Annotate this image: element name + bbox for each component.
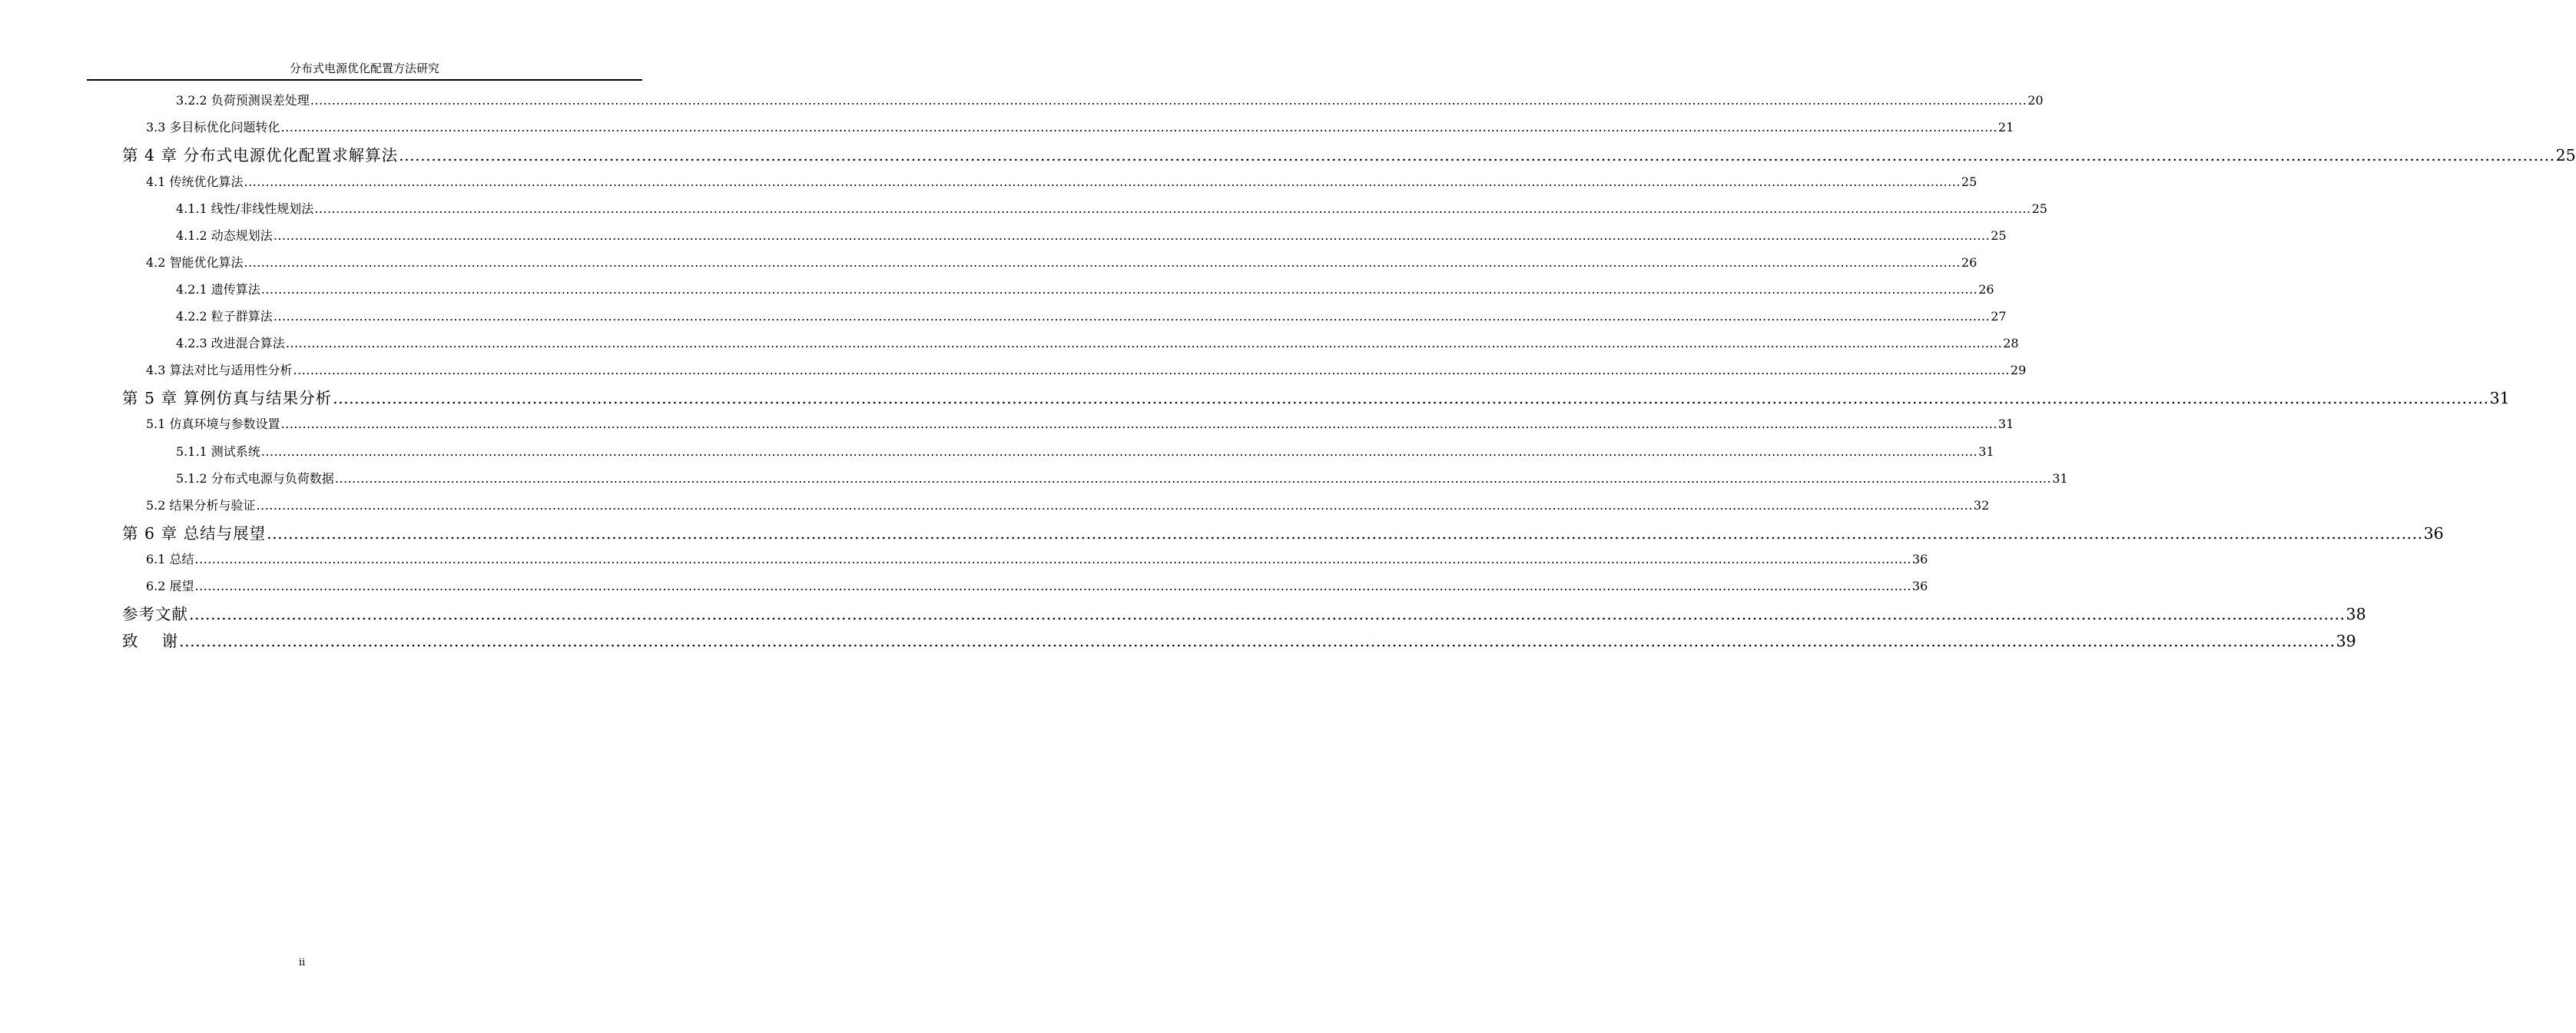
- toc-entry-page: 25: [2555, 146, 2576, 164]
- toc-entry[interactable]: [176, 335, 2019, 352]
- toc-entry-page: 31: [2052, 471, 2068, 486]
- toc-entry-page: 29: [2010, 363, 2027, 377]
- toc-leader-dots: ................................................................................................................................................................................................................................................................................................................................................................................................................: [189, 605, 2346, 623]
- toc-entry-page: 39: [2336, 632, 2356, 650]
- toc-entry-title: 5.2 结果分析与验证: [146, 498, 256, 513]
- toc-leader-dots: ................................................................................................................................................................................................................................................................................................................................................................................................................: [314, 201, 2031, 216]
- toc-entry-title: 4.2 智能优化算法: [146, 255, 244, 270]
- toc-entry-title: 4.1 传统优化算法: [146, 174, 244, 189]
- toc-entry-page: 28: [2003, 336, 2019, 350]
- toc-entry[interactable]: [146, 254, 1978, 271]
- toc-entry[interactable]: [146, 119, 2014, 136]
- toc-entry-title: 参考文献: [122, 605, 188, 623]
- toc-entry-page: 25: [1961, 174, 1978, 189]
- toc-entry-title: 3.2.2 负荷预测误差处理: [176, 93, 310, 108]
- toc-entry-page: 20: [2027, 93, 2044, 108]
- toc-entry-title: 4.1.2 动态规划法: [176, 228, 273, 243]
- toc-entry-title: 4.2.1 遗传算法: [176, 282, 260, 297]
- toc-chapter-entry[interactable]: [122, 387, 2510, 409]
- toc-leader-dots: ................................................................................................................................................................................................................................................................................................................................................................................................................: [280, 120, 1997, 135]
- toc-chapter-entry[interactable]: [122, 144, 2576, 166]
- toc-entry-title: 第 4 章 分布式电源优化配置求解算法: [122, 146, 399, 164]
- toc-entry-page: 31: [2489, 389, 2510, 407]
- toc-entry-title: 6.1 总结: [146, 552, 194, 566]
- toc-entry-page: 32: [1973, 498, 1990, 513]
- toc-leader-dots: ................................................................................................................................................................................................................................................................................................................................................................................................................: [244, 255, 1961, 270]
- toc-leader-dots: ................................................................................................................................................................................................................................................................................................................................................................................................................: [194, 552, 1911, 566]
- toc-entry[interactable]: [176, 470, 2068, 487]
- toc-entry-page: 31: [1978, 444, 1994, 459]
- toc-entry-page: 25: [1991, 228, 2007, 243]
- toc-leader-dots: ................................................................................................................................................................................................................................................................................................................................................................................................................: [267, 524, 2423, 543]
- toc-entry[interactable]: [146, 497, 1990, 514]
- toc-entry-title: 5.1.2 分布式电源与负荷数据: [176, 471, 334, 486]
- toc-leader-dots: ................................................................................................................................................................................................................................................................................................................................................................................................................: [273, 228, 1991, 243]
- toc-entry[interactable]: [176, 228, 2007, 244]
- toc-entry-title: 第 5 章 算例仿真与结果分析: [122, 389, 333, 407]
- toc-leader-dots: ................................................................................................................................................................................................................................................................................................................................................................................................................: [244, 174, 1961, 189]
- toc-leader-dots: ................................................................................................................................................................................................................................................................................................................................................................................................................: [293, 363, 2010, 377]
- page-header: 分布式电源优化配置方法研究: [289, 61, 439, 75]
- toc-leader-dots: ................................................................................................................................................................................................................................................................................................................................................................................................................: [273, 309, 1991, 324]
- toc-entry-title: 第 6 章 总结与展望: [122, 524, 267, 543]
- toc-leader-dots: ................................................................................................................................................................................................................................................................................................................................................................................................................: [310, 93, 2027, 108]
- toc-entry-page: 36: [2423, 524, 2444, 543]
- toc-entry[interactable]: [176, 201, 2047, 218]
- toc-entry[interactable]: [146, 578, 1928, 595]
- toc-entry[interactable]: [176, 308, 2007, 325]
- toc-entry-title: 4.2.2 粒子群算法: [176, 309, 273, 324]
- toc-leader-dots: ................................................................................................................................................................................................................................................................................................................................................................................................................: [194, 579, 1911, 593]
- toc-entry[interactable]: [146, 174, 1978, 191]
- toc-entry-page: 36: [1911, 552, 1928, 566]
- toc-chapter-entry[interactable]: [122, 523, 2444, 544]
- toc-leader-dots: ................................................................................................................................................................................................................................................................................................................................................................................................................: [280, 417, 1997, 431]
- toc-leader-dots: ................................................................................................................................................................................................................................................................................................................................................................................................................: [179, 632, 2336, 650]
- toc-entry-page: 26: [1978, 282, 1994, 297]
- toc-entry[interactable]: [176, 92, 2044, 109]
- toc-entry[interactable]: [146, 416, 2014, 433]
- toc-leader-dots: ................................................................................................................................................................................................................................................................................................................................................................................................................: [399, 146, 2555, 164]
- toc-entry-title: 5.1.1 测试系统: [176, 444, 260, 459]
- toc-entry-title: 4.1.1 线性/非线性规划法: [176, 201, 314, 216]
- toc-entry-title: 4.2.3 改进混合算法: [176, 336, 285, 350]
- toc-entry-page: 25: [2031, 201, 2047, 216]
- toc-entry-title: 致 谢: [122, 632, 179, 650]
- toc-leader-dots: ................................................................................................................................................................................................................................................................................................................................................................................................................: [260, 444, 1978, 459]
- toc-entry-title: 5.1 仿真环境与参数设置: [146, 417, 280, 431]
- toc-entry[interactable]: [176, 443, 1994, 460]
- toc-entry-page: 21: [1997, 120, 2014, 135]
- toc-entry-page: 38: [2346, 605, 2366, 623]
- toc-entry-page: 36: [1911, 579, 1928, 593]
- toc-entry-page: 31: [1997, 417, 2014, 431]
- page-number: ii: [298, 957, 306, 968]
- toc-entry[interactable]: [146, 362, 2027, 379]
- toc-chapter-entry[interactable]: [122, 630, 2356, 652]
- toc-entry[interactable]: [146, 551, 1928, 568]
- toc-leader-dots: ................................................................................................................................................................................................................................................................................................................................................................................................................: [256, 498, 1973, 513]
- toc-entry-page: 26: [1961, 255, 1978, 270]
- toc-leader-dots: ................................................................................................................................................................................................................................................................................................................................................................................................................: [334, 471, 2052, 486]
- toc-leader-dots: ................................................................................................................................................................................................................................................................................................................................................................................................................: [333, 389, 2489, 407]
- toc-leader-dots: ................................................................................................................................................................................................................................................................................................................................................................................................................: [260, 282, 1978, 297]
- toc-chapter-entry[interactable]: [122, 603, 2366, 625]
- toc-entry-title: 4.3 算法对比与适用性分析: [146, 363, 293, 377]
- toc-entry-title: 3.3 多目标优化问题转化: [146, 120, 280, 135]
- toc-entry-page: 27: [1991, 309, 2007, 324]
- toc-entry[interactable]: [176, 281, 1994, 298]
- toc-entry-title: 6.2 展望: [146, 579, 194, 593]
- toc-leader-dots: ................................................................................................................................................................................................................................................................................................................................................................................................................: [285, 336, 2003, 350]
